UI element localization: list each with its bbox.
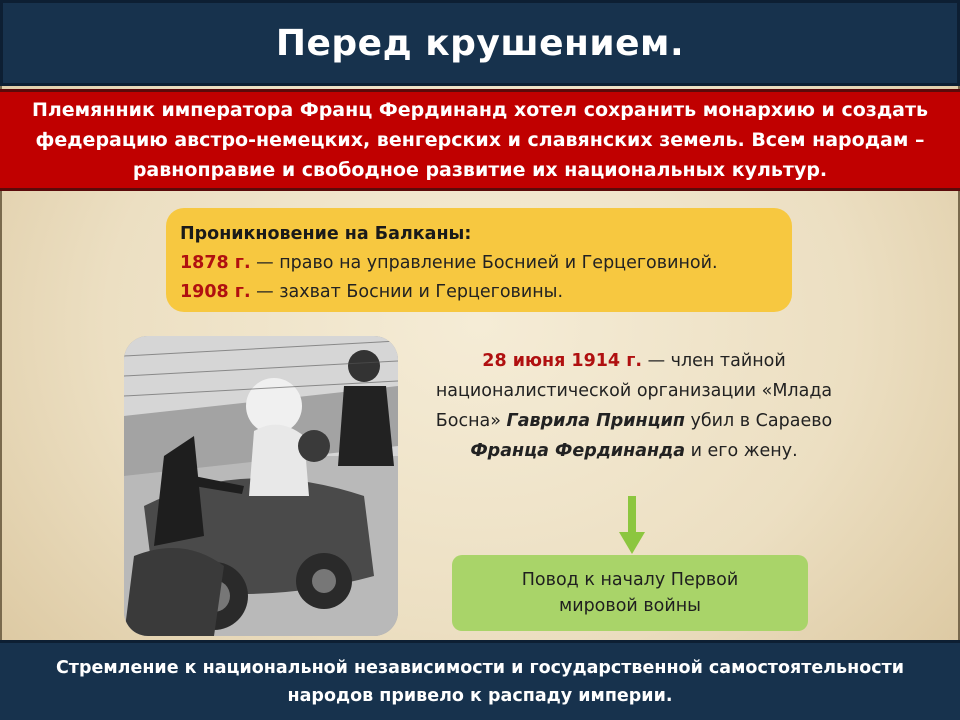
title-bar xyxy=(0,0,960,86)
page-title: Перед крушением. xyxy=(275,22,685,64)
subtitle-band xyxy=(0,89,960,191)
result-box xyxy=(452,555,808,631)
balkans-year-1: 1878 г. xyxy=(180,253,251,273)
illustration-icon xyxy=(124,336,398,636)
event-assassin: Гаврила Принцип xyxy=(506,411,685,431)
balkans-box xyxy=(166,208,792,312)
footer-text: Стремление к национальной независимости и государственной самостоятельности народов привело к распаду империи. xyxy=(55,657,905,706)
balkans-text-1: — право на управление Боснией и Герцеговиной. xyxy=(250,253,718,273)
event-victim: Франца Фердинанда xyxy=(470,441,686,461)
event-text-1: — член тайной националистической организации «Млада Босна» xyxy=(435,351,833,431)
balkans-text-2: — захват Боснии и Герцеговины. xyxy=(250,282,564,302)
subtitle-text: Племянник императора Франц Фердинанд хотел сохранить монархию и создать федерацию австро-немецких, венгерских и славянских земель. Всем народам – равноправие и свободное развитие их национальных культур. xyxy=(31,99,929,181)
event-text-3: и его жену. xyxy=(685,441,798,461)
balkans-year-2: 1908 г. xyxy=(180,282,251,302)
arrow-down-icon xyxy=(619,496,645,556)
event-text-2: убил в Сараево xyxy=(684,411,833,431)
balkans-item-2 xyxy=(180,278,778,307)
event-description xyxy=(420,346,848,466)
assassination-illustration xyxy=(124,336,398,636)
balkans-item-1 xyxy=(180,249,778,278)
event-date: 28 июня 1914 г. xyxy=(482,351,642,371)
result-text: Повод к началу Первой мировой войны xyxy=(521,570,739,616)
footer-bar xyxy=(0,640,960,720)
balkans-title: Проникновение на Балканы: xyxy=(180,224,472,244)
